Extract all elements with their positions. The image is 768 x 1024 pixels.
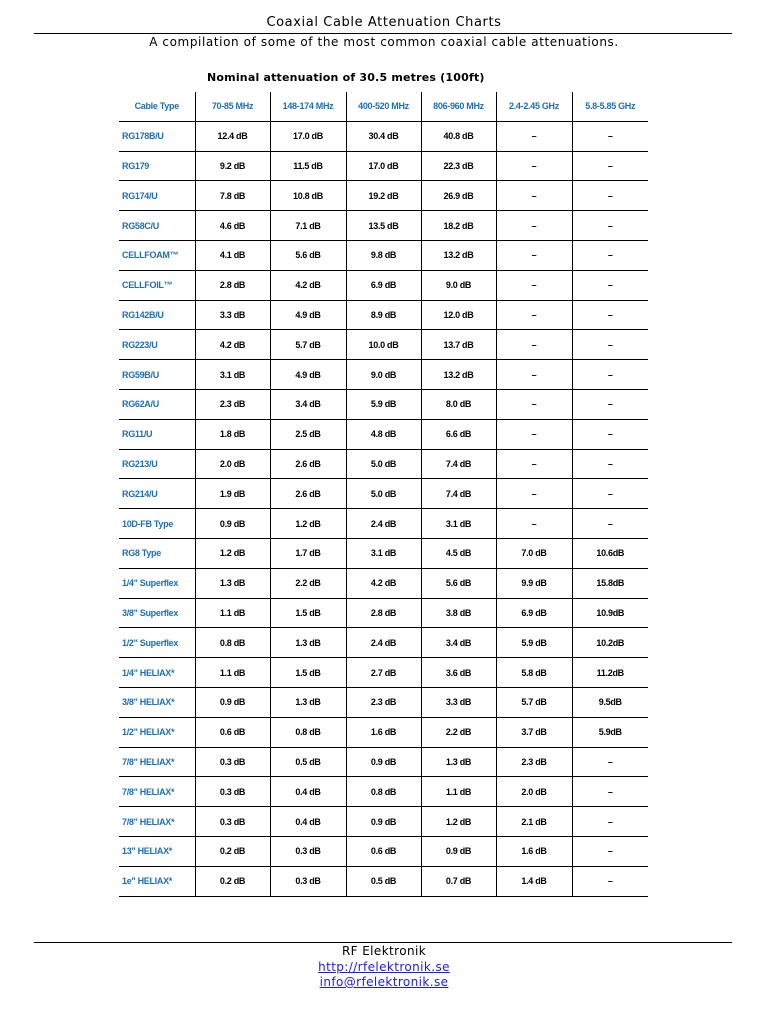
attenuation-cell: 2.1 dB [496,807,572,837]
cable-type-cell: 1/4" Superflex [119,568,195,598]
attenuation-cell: 5.8 dB [496,658,572,688]
attenuation-cell: – [496,449,572,479]
attenuation-cell: 5.6 dB [270,240,346,270]
table-row [119,717,648,747]
attenuation-cell: 1.8 dB [195,419,270,449]
attenuation-cell: – [572,836,648,866]
attenuation-cell: 30.4 dB [346,121,421,151]
cable-type-cell: RG11/U [119,419,195,449]
attenuation-cell: 3.6 dB [421,658,496,688]
cable-type-cell: 1e" HELIAX* [119,866,195,896]
attenuation-cell: – [572,747,648,777]
attenuation-cell: 5.6 dB [421,568,496,598]
attenuation-cell: 40.8 dB [421,121,496,151]
cable-type-cell: 10D-FB Type [119,509,195,539]
attenuation-cell: 3.1 dB [346,538,421,568]
attenuation-cell: – [572,449,648,479]
attenuation-cell: 2.4 dB [346,509,421,539]
attenuation-cell: 3.8 dB [421,598,496,628]
attenuation-cell: 3.4 dB [421,628,496,658]
table-row [119,300,648,330]
attenuation-cell: 4.2 dB [270,270,346,300]
table-row [119,211,648,241]
table-row [119,419,648,449]
attenuation-cell: 4.2 dB [346,568,421,598]
header-148-174-mhz: 148-174 MHz [270,92,346,121]
cable-type-cell: 7/8" HELIAX* [119,777,195,807]
attenuation-cell: 1.1 dB [421,777,496,807]
attenuation-cell: 2.3 dB [496,747,572,777]
attenuation-cell: 13.5 dB [346,211,421,241]
attenuation-cell: 4.5 dB [421,538,496,568]
cable-type-cell: RG142B/U [119,300,195,330]
attenuation-cell: 2.3 dB [346,687,421,717]
attenuation-cell: 5.9dB [572,717,648,747]
cable-type-cell: 7/8" HELIAX* [119,747,195,777]
attenuation-cell: 3.4 dB [270,389,346,419]
attenuation-cell: 1.1 dB [195,658,270,688]
attenuation-cell: 0.3 dB [270,836,346,866]
attenuation-cell: 6.9 dB [496,598,572,628]
table-row [119,360,648,390]
attenuation-cell: – [496,509,572,539]
attenuation-cell: 1.3 dB [270,687,346,717]
attenuation-cell: 2.0 dB [195,449,270,479]
attenuation-cell: 8.0 dB [421,389,496,419]
table-row [119,866,648,896]
attenuation-cell: 7.4 dB [421,449,496,479]
attenuation-cell: – [496,360,572,390]
table-row [119,598,648,628]
attenuation-cell: 3.1 dB [195,360,270,390]
table-row [119,509,648,539]
attenuation-cell: 17.0 dB [346,151,421,181]
attenuation-cell: – [572,151,648,181]
cable-type-cell: 1/2" Superflex [119,628,195,658]
cable-type-cell: 3/8" Superflex [119,598,195,628]
attenuation-cell: 4.9 dB [270,300,346,330]
attenuation-cell: 2.7 dB [346,658,421,688]
attenuation-cell: 9.8 dB [346,240,421,270]
attenuation-cell: – [572,121,648,151]
attenuation-cell: 0.9 dB [346,747,421,777]
attenuation-cell: 0.5 dB [346,866,421,896]
attenuation-cell: 15.8dB [572,568,648,598]
attenuation-cell: 18.2 dB [421,211,496,241]
attenuation-cell: – [496,330,572,360]
attenuation-cell: 22.3 dB [421,151,496,181]
cable-type-cell: 13" HELIAX* [119,836,195,866]
attenuation-table [119,92,648,897]
document-title: Coaxial Cable Attenuation Charts [266,15,502,30]
table-header-row [119,92,648,121]
attenuation-cell: 1.5 dB [270,658,346,688]
attenuation-cell: 5.0 dB [346,449,421,479]
cable-type-cell: CELLFOIL™ [119,270,195,300]
table-row [119,836,648,866]
attenuation-cell: 9.9 dB [496,568,572,598]
table-row [119,479,648,509]
attenuation-cell: – [572,479,648,509]
document-subtitle: A compilation of some of the most common coaxial cable attenuations. [149,35,619,49]
attenuation-cell: 2.3 dB [195,389,270,419]
attenuation-cell: 7.8 dB [195,181,270,211]
attenuation-cell: 1.6 dB [496,836,572,866]
attenuation-cell: – [496,121,572,151]
table-row [119,658,648,688]
attenuation-cell: – [572,360,648,390]
table-row [119,538,648,568]
attenuation-cell: 0.5 dB [270,747,346,777]
attenuation-cell: 5.9 dB [496,628,572,658]
attenuation-cell: – [496,479,572,509]
attenuation-cell: 4.8 dB [346,419,421,449]
attenuation-cell: 7.1 dB [270,211,346,241]
cable-type-cell: RG59B/U [119,360,195,390]
attenuation-cell: 13.2 dB [421,240,496,270]
attenuation-cell: 0.9 dB [195,509,270,539]
attenuation-cell: – [572,181,648,211]
attenuation-cell: 12.0 dB [421,300,496,330]
attenuation-cell: 13.7 dB [421,330,496,360]
table-caption: Nominal attenuation of 30.5 metres (100ft) [207,71,485,84]
cable-type-cell: RG223/U [119,330,195,360]
attenuation-cell: 0.9 dB [195,687,270,717]
attenuation-cell: 2.5 dB [270,419,346,449]
attenuation-cell: 1.7 dB [270,538,346,568]
attenuation-cell: 0.3 dB [195,777,270,807]
attenuation-cell: 10.0 dB [346,330,421,360]
cable-type-cell: RG179 [119,151,195,181]
table-row [119,151,648,181]
cable-type-cell: RG214/U [119,479,195,509]
attenuation-cell: 9.0 dB [421,270,496,300]
header-5-8-ghz: 5.8-5.85 GHz [572,92,648,121]
table-row [119,270,648,300]
cable-type-cell: RG178B/U [119,121,195,151]
cable-type-cell: RG62A/U [119,389,195,419]
attenuation-cell: 0.8 dB [346,777,421,807]
attenuation-cell: – [572,866,648,896]
attenuation-cell: 3.3 dB [421,687,496,717]
attenuation-cell: 12.4 dB [195,121,270,151]
table-row [119,568,648,598]
table-row [119,330,648,360]
header-400-520-mhz: 400-520 MHz [346,92,421,121]
email-link[interactable]: info@rfelektronik.se [319,975,449,989]
attenuation-cell: 2.2 dB [270,568,346,598]
attenuation-cell: 5.7 dB [270,330,346,360]
attenuation-cell: 10.8 dB [270,181,346,211]
attenuation-cell: 3.7 dB [496,717,572,747]
cable-type-cell: 7/8" HELIAX* [119,807,195,837]
attenuation-cell: 9.5dB [572,687,648,717]
attenuation-cell: 1.3 dB [270,628,346,658]
attenuation-cell: – [496,270,572,300]
table-row [119,121,648,151]
cable-type-cell: RG174/U [119,181,195,211]
attenuation-cell: – [496,240,572,270]
attenuation-cell: 1.9 dB [195,479,270,509]
attenuation-cell: 0.3 dB [270,866,346,896]
cable-type-cell: RG58C/U [119,211,195,241]
attenuation-cell: 0.8 dB [270,717,346,747]
attenuation-cell: 0.7 dB [421,866,496,896]
attenuation-cell: 9.0 dB [346,360,421,390]
attenuation-cell: – [572,240,648,270]
attenuation-cell: 3.3 dB [195,300,270,330]
header-70-85-mhz: 70-85 MHz [195,92,270,121]
attenuation-cell: – [572,807,648,837]
attenuation-cell: 0.6 dB [195,717,270,747]
attenuation-cell: 1.2 dB [270,509,346,539]
attenuation-cell: 19.2 dB [346,181,421,211]
table-row [119,449,648,479]
attenuation-cell: 0.4 dB [270,807,346,837]
attenuation-cell: 7.4 dB [421,479,496,509]
attenuation-cell: – [572,211,648,241]
attenuation-cell: 4.9 dB [270,360,346,390]
attenuation-cell: 2.0 dB [496,777,572,807]
attenuation-cell: 2.6 dB [270,479,346,509]
attenuation-cell: 3.1 dB [421,509,496,539]
attenuation-cell: – [496,211,572,241]
attenuation-cell: – [572,330,648,360]
footer-company: RF Elektronik [341,944,427,958]
attenuation-cell: 1.2 dB [421,807,496,837]
attenuation-cell: 0.8 dB [195,628,270,658]
attenuation-cell: 0.4 dB [270,777,346,807]
attenuation-cell: – [572,509,648,539]
attenuation-cell: 4.6 dB [195,211,270,241]
header-806-960-mhz: 806-960 MHz [421,92,496,121]
attenuation-cell: 0.2 dB [195,836,270,866]
attenuation-cell: 2.4 dB [346,628,421,658]
cable-type-cell: 1/2" HELIAX* [119,717,195,747]
attenuation-cell: 8.9 dB [346,300,421,330]
attenuation-cell: 6.6 dB [421,419,496,449]
attenuation-cell: 2.6 dB [270,449,346,479]
table-row [119,807,648,837]
attenuation-cell: 7.0 dB [496,538,572,568]
table-body [119,121,648,896]
attenuation-cell: 13.2 dB [421,360,496,390]
attenuation-cell: 4.1 dB [195,240,270,270]
attenuation-cell: 0.3 dB [195,747,270,777]
attenuation-cell: 5.0 dB [346,479,421,509]
attenuation-cell: 1.2 dB [195,538,270,568]
attenuation-cell: – [496,151,572,181]
attenuation-cell: 2.8 dB [195,270,270,300]
attenuation-cell: 10.2dB [572,628,648,658]
table-row [119,389,648,419]
top-rule [34,33,732,34]
attenuation-cell: 0.9 dB [421,836,496,866]
header-cable-type: Cable Type [119,92,195,121]
attenuation-cell: – [496,419,572,449]
attenuation-cell: – [496,181,572,211]
table-row [119,687,648,717]
attenuation-cell: 1.3 dB [195,568,270,598]
attenuation-cell: 1.5 dB [270,598,346,628]
attenuation-cell: – [572,419,648,449]
attenuation-cell: 11.5 dB [270,151,346,181]
attenuation-cell: – [572,270,648,300]
table-row [119,240,648,270]
header-2-4-ghz: 2.4-2.45 GHz [496,92,572,121]
attenuation-cell: 9.2 dB [195,151,270,181]
attenuation-cell: 17.0 dB [270,121,346,151]
attenuation-cell: 1.6 dB [346,717,421,747]
attenuation-cell: 1.3 dB [421,747,496,777]
table-row [119,747,648,777]
table-row [119,628,648,658]
attenuation-cell: 5.7 dB [496,687,572,717]
attenuation-cell: – [572,300,648,330]
attenuation-cell: 0.3 dB [195,807,270,837]
attenuation-cell: 0.6 dB [346,836,421,866]
attenuation-cell: 1.4 dB [496,866,572,896]
bottom-rule [34,942,732,943]
attenuation-cell: 1.1 dB [195,598,270,628]
table-row [119,777,648,807]
attenuation-cell: 2.2 dB [421,717,496,747]
attenuation-cell: 5.9 dB [346,389,421,419]
attenuation-cell: 6.9 dB [346,270,421,300]
attenuation-cell: 10.6dB [572,538,648,568]
attenuation-cell: – [572,777,648,807]
website-link[interactable]: http://rfelektronik.se [318,960,450,974]
attenuation-cell: 0.9 dB [346,807,421,837]
attenuation-cell: 10.9dB [572,598,648,628]
attenuation-cell: – [572,389,648,419]
cable-type-cell: 3/8" HELIAX* [119,687,195,717]
table-row [119,181,648,211]
attenuation-cell: – [496,300,572,330]
attenuation-cell: 4.2 dB [195,330,270,360]
cable-type-cell: 1/4" HELIAX* [119,658,195,688]
attenuation-cell: – [496,389,572,419]
attenuation-cell: 0.2 dB [195,866,270,896]
attenuation-cell: 11.2dB [572,658,648,688]
attenuation-cell: 2.8 dB [346,598,421,628]
attenuation-cell: 26.9 dB [421,181,496,211]
cable-type-cell: RG8 Type [119,538,195,568]
cable-type-cell: CELLFOAM™ [119,240,195,270]
cable-type-cell: RG213/U [119,449,195,479]
